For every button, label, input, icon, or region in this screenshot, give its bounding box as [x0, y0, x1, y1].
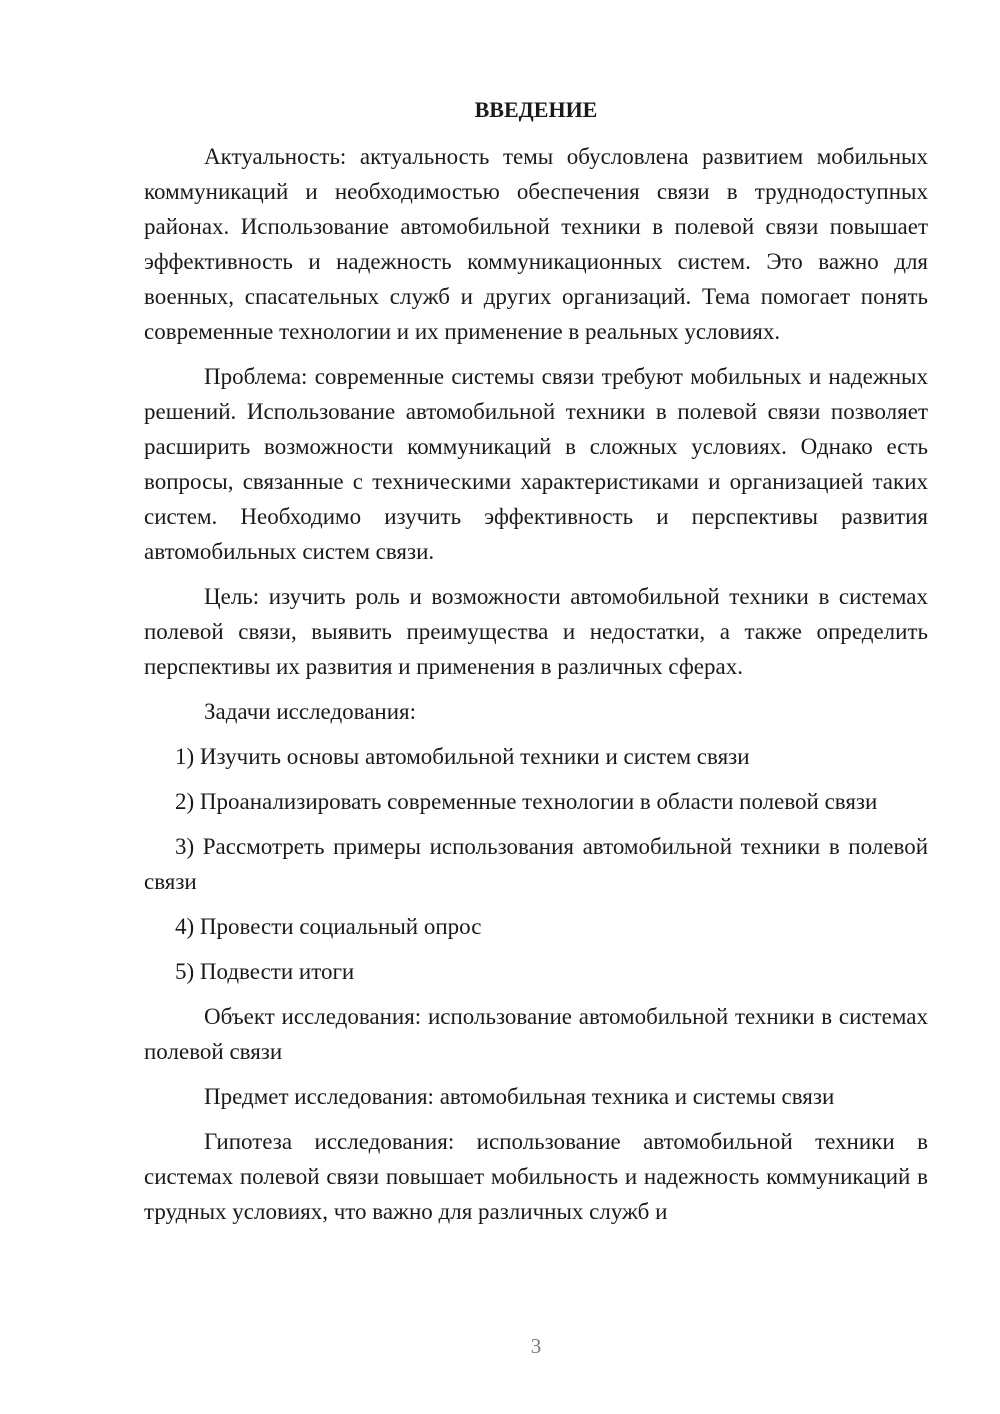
- problem-paragraph: Проблема: современные системы связи требуют мобильных и надежных решений. Использование автомобильной техники в полевой связи позволяет расширить возможности коммуникаций в сложных условиях. Однако есть вопросы, связанные с техническими характеристиками и организацией таких систем. Необходимо изучить эффективность и перспективы развития автомобильных систем связи.: [144, 364, 928, 564]
- relevance-paragraph: Актуальность: актуальность темы обусловлена развитием мобильных коммуникаций и необходимостью обеспечения связи в труднодоступных районах. Использование автомобильной техники в полевой связи повышает эффективность и надежность коммуникационных систем. Это важно для военных, спасательных служб и других организаций. Тема помогает понять современные технологии и их применение в реальных условиях.: [144, 144, 928, 344]
- task-item-3: 3) Рассмотреть примеры использования автомобильной техники в полевой связи: [144, 834, 928, 894]
- object-paragraph: Объект исследования: использование автомобильной техники в системах полевой связи: [144, 1004, 928, 1064]
- hypothesis-paragraph: Гипотеза исследования: использование автомобильной техники в системах полевой связи повышает мобильность и надежность коммуникаций в трудных условиях, что важно для различных служб и: [144, 1129, 928, 1224]
- page-title: ВВЕДЕНИЕ: [474, 97, 598, 122]
- page-body: [144, 95, 928, 1239]
- page-number: 3: [530, 1334, 542, 1358]
- task-item-5: 5) Подвести итоги: [175, 959, 355, 984]
- tasks-heading: Задачи исследования:: [204, 699, 417, 724]
- task-item-2: 2) Проанализировать современные технологии в области полевой связи: [175, 789, 878, 814]
- task-item-4: 4) Провести социальный опрос: [175, 914, 482, 939]
- subject-paragraph: Предмет исследования: автомобильная техника и системы связи: [204, 1084, 835, 1109]
- task-item-1: 1) Изучить основы автомобильной техники и систем связи: [175, 744, 750, 769]
- goal-paragraph: Цель: изучить роль и возможности автомобильной техники в системах полевой связи, выявить преимущества и недостатки, а также определить перспективы их развития и применения в различных сферах.: [144, 584, 928, 679]
